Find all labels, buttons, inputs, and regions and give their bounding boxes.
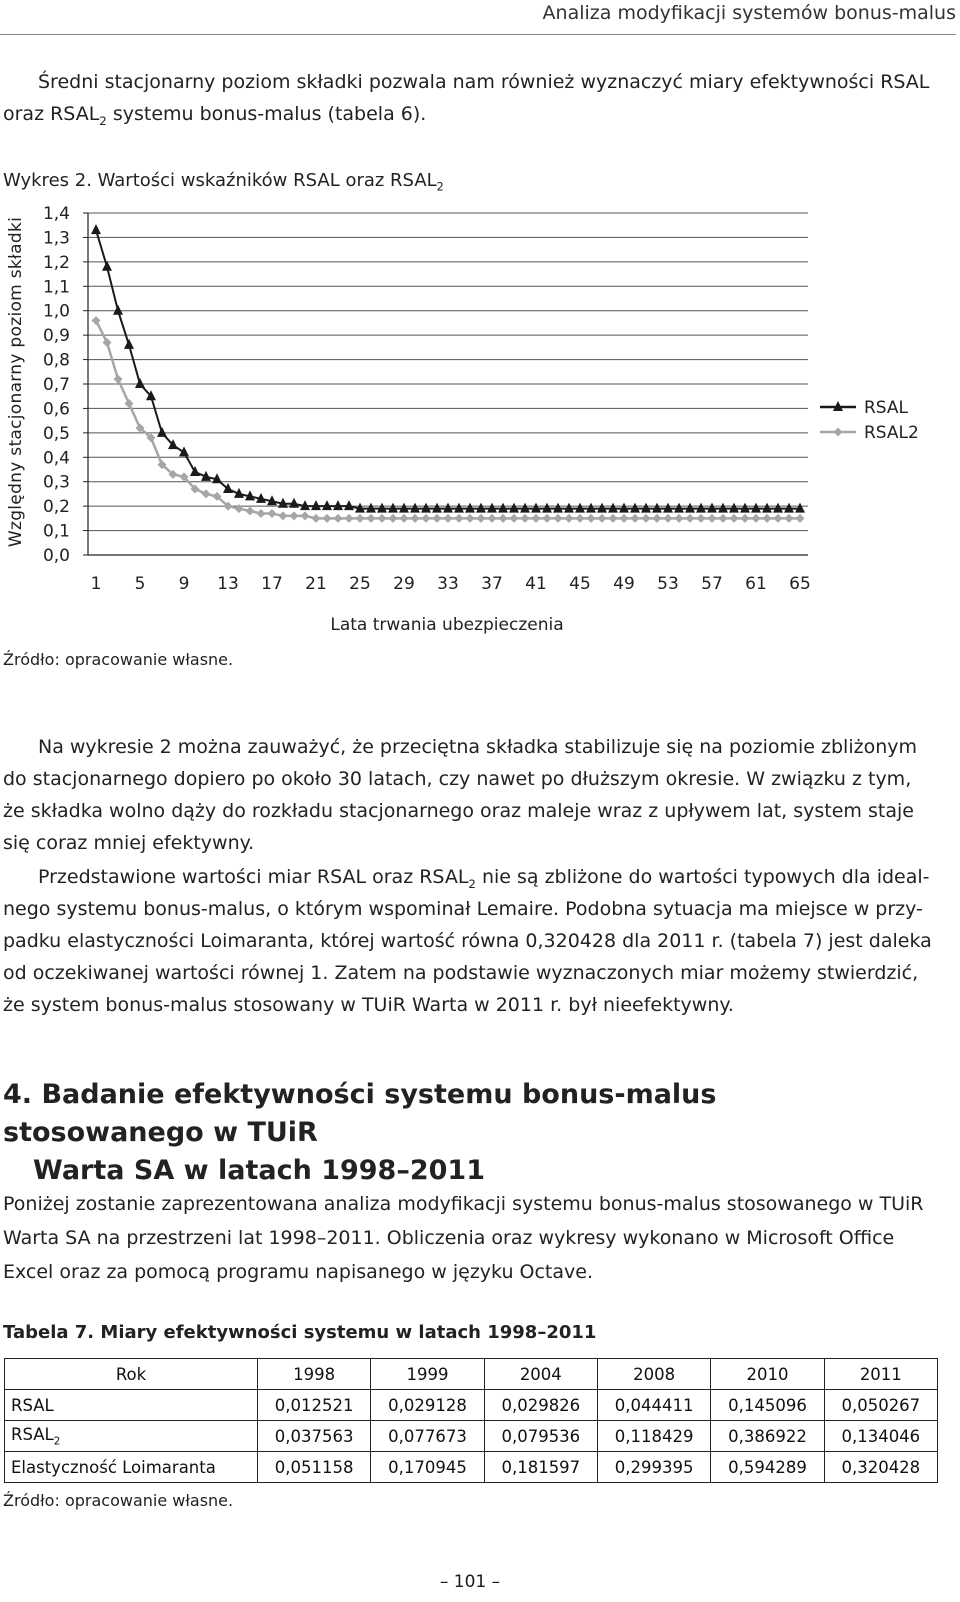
intro-line-2-pre: oraz RSAL <box>3 103 100 125</box>
x-tick-label: 21 <box>305 574 327 594</box>
data-point-rsal2 <box>642 514 651 523</box>
data-point-rsal <box>124 339 134 349</box>
x-tick-label: 53 <box>657 574 679 594</box>
data-point-rsal <box>421 503 431 513</box>
data-point-rsal <box>619 503 629 513</box>
table-row-label <box>5 1452 258 1483</box>
table-cell: 0,077673 <box>371 1421 484 1452</box>
data-point-rsal2 <box>609 514 618 523</box>
table-cell: 0,594289 <box>711 1452 824 1483</box>
data-point-rsal <box>784 503 794 513</box>
data-point-rsal2 <box>345 514 354 523</box>
data-point-rsal2 <box>532 514 541 523</box>
y-tick-label: 1,4 <box>42 204 70 224</box>
y-tick-label: 0,1 <box>42 521 70 542</box>
y-tick-label: 0,7 <box>42 375 70 395</box>
row-label-text: RSAL <box>11 1424 54 1444</box>
metrics-table <box>4 1358 938 1483</box>
data-point-rsal <box>520 503 530 513</box>
x-tick-label: 41 <box>525 574 547 594</box>
data-point-rsal <box>531 503 541 513</box>
data-point-rsal <box>443 503 453 513</box>
section-body-line-3: Excel oraz za pomocą programu napisanego w języku Octave. <box>3 1261 594 1283</box>
legend-marker-rsal2 <box>834 428 843 437</box>
x-tick-label: 61 <box>745 574 767 594</box>
x-tick-label: 25 <box>349 574 371 594</box>
data-point-rsal2 <box>631 514 640 523</box>
data-point-rsal2 <box>246 507 255 516</box>
table-header-row <box>5 1359 938 1390</box>
data-point-rsal <box>751 503 761 513</box>
data-point-rsal <box>773 503 783 513</box>
data-point-rsal2 <box>763 514 772 523</box>
table-cell: 0,079536 <box>484 1421 597 1452</box>
data-point-rsal2 <box>103 338 112 347</box>
data-point-rsal <box>509 503 519 513</box>
data-point-rsal2 <box>279 511 288 520</box>
y-tick-label: 1,1 <box>42 277 70 298</box>
data-point-rsal <box>663 503 673 513</box>
body-p2-line-1-sub: 2 <box>468 876 476 891</box>
chart-ylabel-text: Względny stacjonarny poziom składki <box>6 216 26 548</box>
data-point-rsal2 <box>290 511 299 520</box>
y-tick-label: 0,4 <box>42 448 70 469</box>
data-point-rsal <box>564 503 574 513</box>
table-cell: 0,029826 <box>484 1390 597 1421</box>
data-point-rsal2 <box>422 514 431 523</box>
section-heading-line-2: Warta SA w latach 1998–2011 <box>33 1155 485 1186</box>
data-point-rsal2 <box>378 514 387 523</box>
x-tick-label: 33 <box>437 574 459 594</box>
table-row <box>5 1452 938 1483</box>
data-point-rsal2 <box>433 514 442 523</box>
body-p1-line-1: Na wykresie 2 można zauważyć, że przeciętna składka stabilizuje się na poziomie zbliżonym <box>38 736 918 758</box>
table-cell: 0,044411 <box>597 1390 710 1421</box>
table-cell: 0,170945 <box>371 1452 484 1483</box>
data-point-rsal2 <box>675 514 684 523</box>
table-row <box>5 1390 938 1421</box>
data-point-rsal2 <box>686 514 695 523</box>
data-point-rsal2 <box>125 399 134 408</box>
data-point-rsal2 <box>576 514 585 523</box>
data-point-rsal2 <box>334 514 343 523</box>
y-tick-label: 0,8 <box>42 350 70 371</box>
data-point-rsal2 <box>455 514 464 523</box>
data-point-rsal2 <box>444 514 453 523</box>
table-cell: 0,029128 <box>371 1390 484 1421</box>
chart-caption <box>3 170 444 194</box>
chart-source: Źródło: opracowanie własne. <box>3 650 234 669</box>
data-point-rsal <box>135 378 145 388</box>
running-header <box>0 0 956 35</box>
data-point-rsal <box>542 503 552 513</box>
table-cell: 0,386922 <box>711 1421 824 1452</box>
y-tick-label: 1,3 <box>42 228 70 249</box>
data-point-rsal2 <box>389 514 398 523</box>
data-point-rsal <box>465 503 475 513</box>
y-tick-label: 0,0 <box>42 546 70 566</box>
table-cell: 0,181597 <box>484 1452 597 1483</box>
data-point-rsal2 <box>268 509 277 518</box>
table-row-label <box>5 1421 258 1452</box>
x-axis-title: Lata trwania ubezpieczenia <box>330 615 564 635</box>
x-tick-label: 29 <box>393 574 415 594</box>
table-cell: 0,145096 <box>711 1390 824 1421</box>
data-point-rsal <box>157 427 167 437</box>
data-point-rsal2 <box>356 514 365 523</box>
data-point-rsal <box>630 503 640 513</box>
body-p1-line-2: do stacjonarnego dopiero po około 30 latach, czy nawet po dłuższym okresie. W związku z tym, <box>3 768 912 790</box>
data-point-rsal2 <box>323 514 332 523</box>
section-body-line-2: Warta SA na przestrzeni lat 1998–2011. Obliczenia oraz wykresy wykonano w Microsoft Office <box>3 1227 895 1249</box>
data-point-rsal <box>388 503 398 513</box>
data-point-rsal2 <box>114 375 123 384</box>
x-tick-label: 17 <box>261 574 283 594</box>
chart <box>0 195 960 645</box>
x-tick-label: 13 <box>217 574 239 594</box>
data-point-rsal <box>553 503 563 513</box>
data-point-rsal2 <box>477 514 486 523</box>
data-point-rsal2 <box>664 514 673 523</box>
y-tick-label: 0,2 <box>42 497 70 518</box>
data-point-rsal <box>377 503 387 513</box>
table-cell: 0,134046 <box>824 1421 937 1452</box>
data-point-rsal2 <box>466 514 475 523</box>
data-point-rsal <box>674 503 684 513</box>
data-point-rsal <box>729 503 739 513</box>
intro-line-2 <box>3 98 426 137</box>
x-tick-label: 65 <box>789 574 811 594</box>
data-point-rsal <box>399 503 409 513</box>
data-point-rsal <box>454 503 464 513</box>
data-point-rsal2 <box>257 509 266 518</box>
data-point-rsal <box>487 503 497 513</box>
table-cell: 0,299395 <box>597 1452 710 1483</box>
data-point-rsal <box>113 305 123 315</box>
data-point-rsal2 <box>411 514 420 523</box>
data-point-rsal2 <box>202 489 211 498</box>
table-cell: 0,012521 <box>258 1390 371 1421</box>
x-tick-label: 57 <box>701 574 723 594</box>
data-point-rsal2 <box>730 514 739 523</box>
row-label-sub: 2 <box>53 1436 61 1448</box>
table-header-cell: 2004 <box>484 1359 597 1390</box>
body-p1-line-4: się coraz mniej efektywny. <box>3 832 255 854</box>
body-p2-line-1-pre: Przedstawione wartości miar RSAL oraz RSAL <box>38 866 469 888</box>
data-point-rsal2 <box>92 316 101 325</box>
x-tick-label: 5 <box>134 574 146 594</box>
chart-caption-sub: 2 <box>436 180 444 194</box>
data-point-rsal <box>91 224 101 234</box>
table-cell: 0,051158 <box>258 1452 371 1483</box>
page-number: – 101 – <box>439 1572 501 1592</box>
data-point-rsal2 <box>543 514 552 523</box>
chart-svg <box>0 195 960 645</box>
data-point-rsal <box>718 503 728 513</box>
table-header-cell: 1999 <box>371 1359 484 1390</box>
table-row <box>5 1421 938 1452</box>
data-point-rsal2 <box>708 514 717 523</box>
data-point-rsal2 <box>774 514 783 523</box>
data-point-rsal <box>608 503 618 513</box>
series-line-rsal2 <box>96 320 800 518</box>
data-point-rsal <box>707 503 717 513</box>
data-point-rsal <box>498 503 508 513</box>
data-point-rsal2 <box>235 504 244 513</box>
running-title: Analiza modyfikacji systemów bonus-malus <box>542 2 956 24</box>
data-point-rsal <box>223 483 233 493</box>
body-p2-line-1-post: nie są zbliżone do wartości typowych dla ideal- <box>475 866 930 888</box>
data-point-rsal <box>652 503 662 513</box>
body-p2-line-2: nego systemu bonus-malus, o którym wspominał Lemaire. Podobna sytuacja ma miejsce w przy- <box>3 898 923 920</box>
x-tick-label: 45 <box>569 574 591 594</box>
data-point-rsal2 <box>587 514 596 523</box>
row-label-text: Elastyczność Loimaranta <box>11 1457 216 1477</box>
data-point-rsal2 <box>752 514 761 523</box>
body-p2-line-3: padku elastyczności Loimaranta, której wartość równa 0,320428 dla 2011 r. (tabela 7) jest daleka <box>3 930 932 952</box>
table-caption: Tabela 7. Miary efektywności systemu w latach 1998–2011 <box>3 1322 597 1343</box>
chart-caption-text: Wykres 2. Wartości wskaźników RSAL oraz RSAL <box>3 170 437 191</box>
section-body-line-1: Poniżej zostanie zaprezentowana analiza modyfikacji systemu bonus-malus stosowanego w TUiR <box>3 1193 924 1215</box>
body-p2-line-5: że system bonus-malus stosowany w TUiR Warta w 2011 r. był nieefektywny. <box>3 994 734 1016</box>
x-tick-label: 1 <box>90 574 102 594</box>
data-point-rsal <box>410 503 420 513</box>
intro-line-2-sub: 2 <box>99 113 107 128</box>
data-point-rsal <box>432 503 442 513</box>
table-header-cell: 2008 <box>597 1359 710 1390</box>
data-point-rsal <box>795 503 805 513</box>
data-point-rsal <box>179 446 189 456</box>
data-point-rsal2 <box>620 514 629 523</box>
table-header-cell: 1998 <box>258 1359 371 1390</box>
table-header-cell: 2010 <box>711 1359 824 1390</box>
table-row-label <box>5 1390 258 1421</box>
data-point-rsal <box>641 503 651 513</box>
body-p1-line-3: że składka wolno dąży do rozkładu stacjonarnego oraz maleje wraz z upływem lat, system staje <box>3 800 914 822</box>
table-cell: 0,037563 <box>258 1421 371 1452</box>
x-tick-label: 9 <box>178 574 190 594</box>
data-point-rsal2 <box>521 514 530 523</box>
data-point-rsal <box>575 503 585 513</box>
data-point-rsal2 <box>301 511 310 520</box>
table-header-cell: Rok <box>5 1359 258 1390</box>
x-tick-label: 49 <box>613 574 635 594</box>
data-point-rsal <box>696 503 706 513</box>
data-point-rsal <box>740 503 750 513</box>
data-point-rsal <box>366 503 376 513</box>
y-tick-label: 0,9 <box>42 326 70 347</box>
section-heading-line-1: 4. Badanie efektywności systemu bonus-malus stosowanego w TUiR <box>3 1079 717 1148</box>
table-cell: 0,118429 <box>597 1421 710 1452</box>
data-point-rsal2 <box>653 514 662 523</box>
legend-label-rsal2: RSAL2 <box>864 423 919 443</box>
data-point-rsal2 <box>488 514 497 523</box>
data-point-rsal <box>476 503 486 513</box>
series-line-rsal <box>96 230 800 508</box>
data-point-rsal2 <box>741 514 750 523</box>
legend-label-rsal: RSAL <box>864 398 909 418</box>
data-point-rsal <box>597 503 607 513</box>
data-point-rsal2 <box>510 514 519 523</box>
data-point-rsal2 <box>367 514 376 523</box>
body-p2-line-4: od oczekiwanej wartości równej 1. Zatem na podstawie wyznaczonych miar możemy stwierdzić, <box>3 962 919 984</box>
data-point-rsal2 <box>697 514 706 523</box>
table-cell: 0,050267 <box>824 1390 937 1421</box>
data-point-rsal2 <box>499 514 508 523</box>
data-point-rsal <box>586 503 596 513</box>
x-tick-label: 37 <box>481 574 503 594</box>
y-tick-label: 0,3 <box>42 472 70 493</box>
data-point-rsal2 <box>719 514 728 523</box>
data-point-rsal2 <box>312 514 321 523</box>
section-heading <box>3 1076 903 1190</box>
y-tick-label: 1,2 <box>42 252 70 273</box>
intro-line-1: Średni stacjonarny poziom składki pozwala nam również wyznaczyć miary efektywności RSAL <box>38 71 930 93</box>
data-point-rsal2 <box>565 514 574 523</box>
data-point-rsal2 <box>554 514 563 523</box>
y-tick-label: 1,0 <box>42 301 70 322</box>
table-cell: 0,320428 <box>824 1452 937 1483</box>
table-header-cell: 2011 <box>824 1359 937 1390</box>
intro-line-2-post: systemu bonus-malus (tabela 6). <box>106 103 427 125</box>
row-label-text: RSAL <box>11 1395 54 1415</box>
data-point-rsal2 <box>400 514 409 523</box>
data-point-rsal2 <box>598 514 607 523</box>
y-tick-label: 0,5 <box>42 423 70 444</box>
data-point-rsal2 <box>796 514 805 523</box>
table-source: Źródło: opracowanie własne. <box>3 1491 234 1510</box>
data-point-rsal2 <box>785 514 794 523</box>
data-point-rsal <box>762 503 772 513</box>
y-tick-label: 0,6 <box>42 399 70 420</box>
data-point-rsal <box>685 503 695 513</box>
